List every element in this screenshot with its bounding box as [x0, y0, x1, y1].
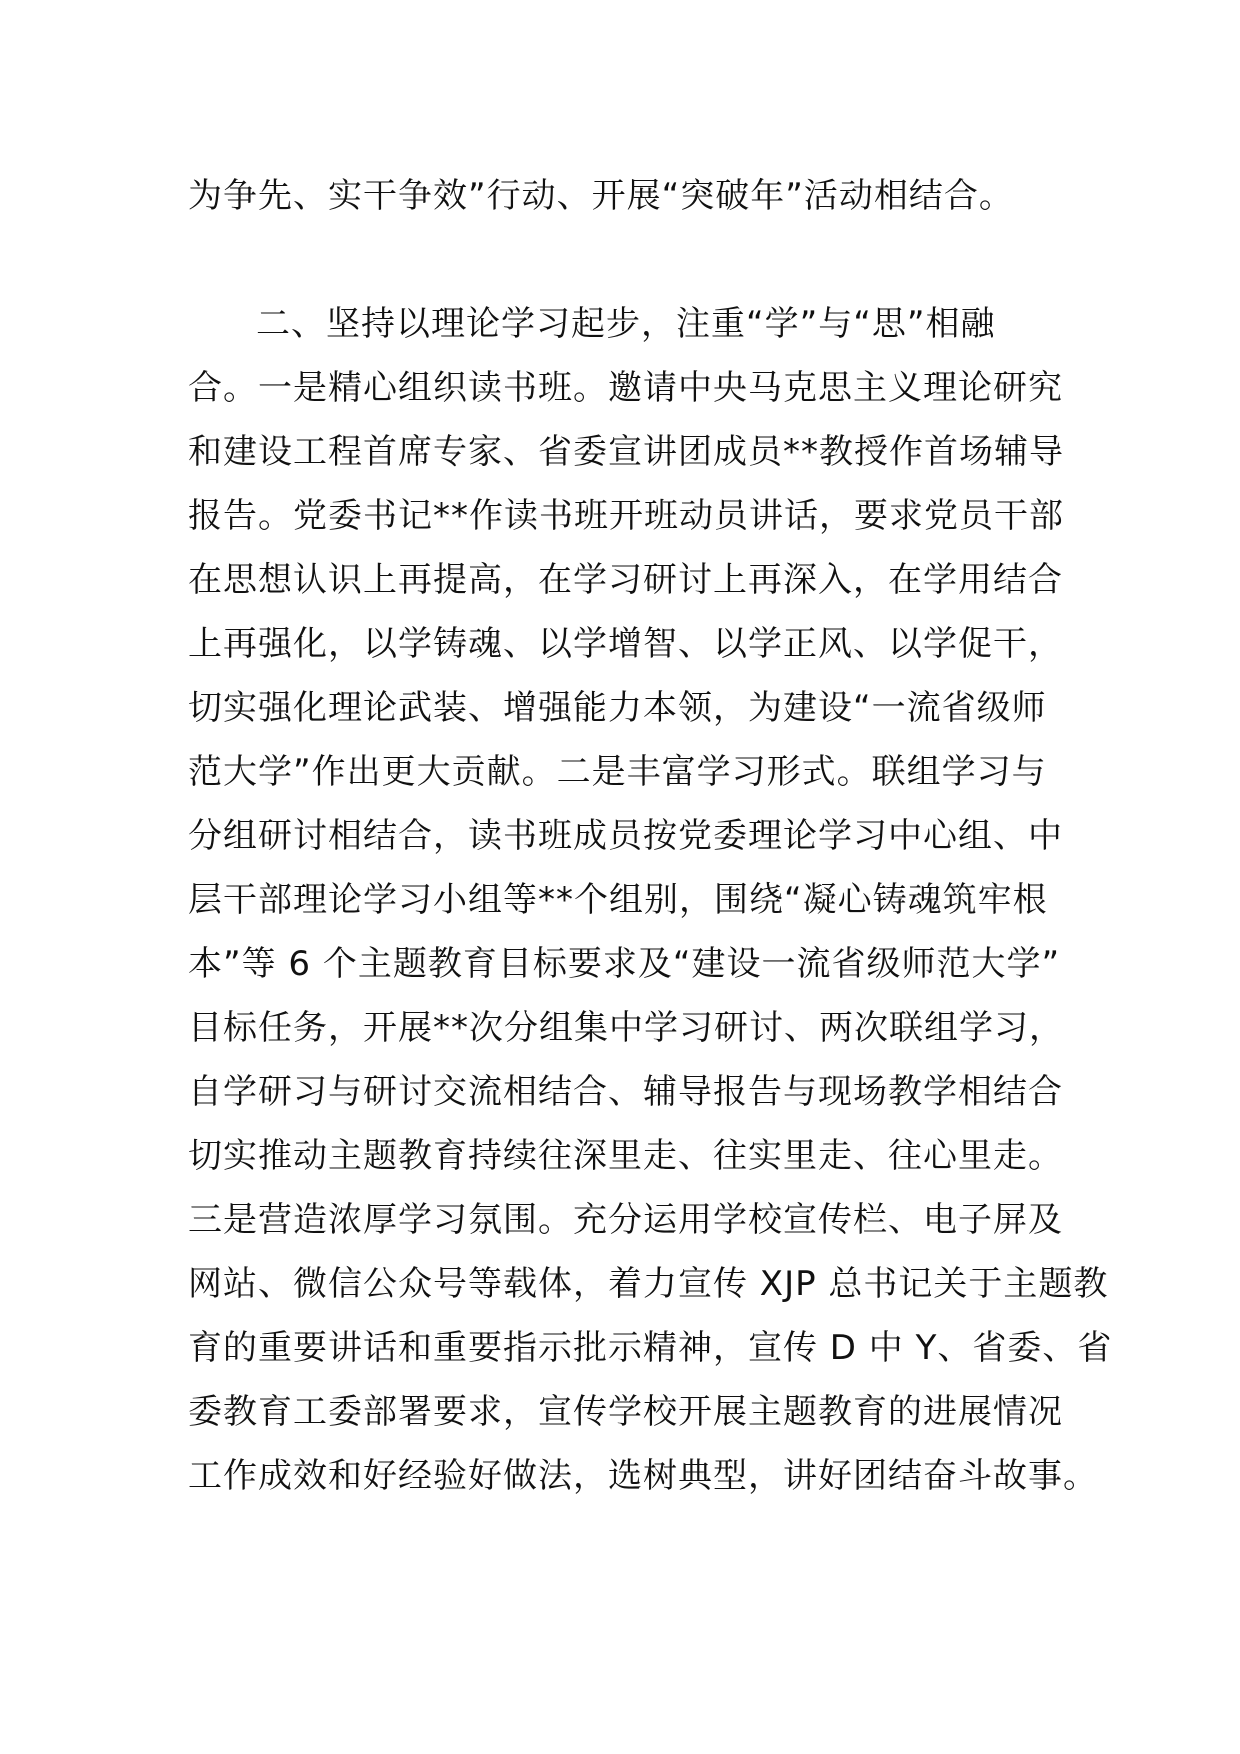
text-line: 切实强化理论武装、增强能力本领，为建设“一流省级师	[188, 688, 1047, 728]
text-line: 二、坚持以理论学习起步，注重“学”与“思”相融	[256, 304, 996, 344]
paragraph-continuation	[188, 164, 1058, 228]
text-line: 合。一是精心组织读书班。邀请中央马克思主义理论研究	[188, 368, 1063, 408]
text-line: 委教育工委部署要求，宣传学校开展主题教育的进展情况	[188, 1392, 1063, 1432]
text-line: 报告。党委书记**作读书班开班动员讲话，要求党员干部	[188, 496, 1064, 536]
text-line: 本”等 6 个主题教育目标要求及“建设一流省级师范大学”	[188, 944, 1061, 984]
text-line: 在思想认识上再提高，在学习研讨上再深入，在学用结合	[188, 560, 1063, 600]
text-line: 分组研讨相结合，读书班成员按党委理论学习中心组、中	[188, 816, 1063, 856]
text-line: 和建设工程首席专家、省委宣讲团成员**教授作首场辅导	[188, 432, 1064, 472]
text-line: 范大学”作出更大贡献。二是丰富学习形式。联组学习与	[188, 752, 1047, 792]
text-line: 层干部理论学习小组等**个组别，围绕“凝心铸魂筑牢根	[188, 880, 1048, 920]
paragraph-theory-study	[188, 292, 1113, 1508]
text-line: 网站、微信公众号等载体，着力宣传 XJP 总书记关于主题教	[188, 1264, 1109, 1304]
text-line: 工作成效和好经验好做法，选树典型，讲好团结奋斗故事。	[188, 1456, 1098, 1496]
text-line: 上再强化，以学铸魂、以学增智、以学正风、以学促干，	[188, 624, 1063, 664]
text-line: 自学研习与研讨交流相结合、辅导报告与现场教学相结合	[188, 1072, 1063, 1112]
text-line: 切实推动主题教育持续往深里走、往实里走、往心里走。	[188, 1136, 1063, 1176]
text-line: 育的重要讲话和重要指示批示精神，宣传 D 中 Y、省委、省	[188, 1328, 1113, 1368]
text-line: 三是营造浓厚学习氛围。充分运用学校宣传栏、电子屏及	[188, 1200, 1063, 1240]
text-line: 为争先、实干争效”行动、开展“突破年”活动相结合。	[188, 176, 1014, 216]
text-line: 目标任务，开展**次分组集中学习研讨、两次联组学习，	[188, 1008, 1064, 1048]
